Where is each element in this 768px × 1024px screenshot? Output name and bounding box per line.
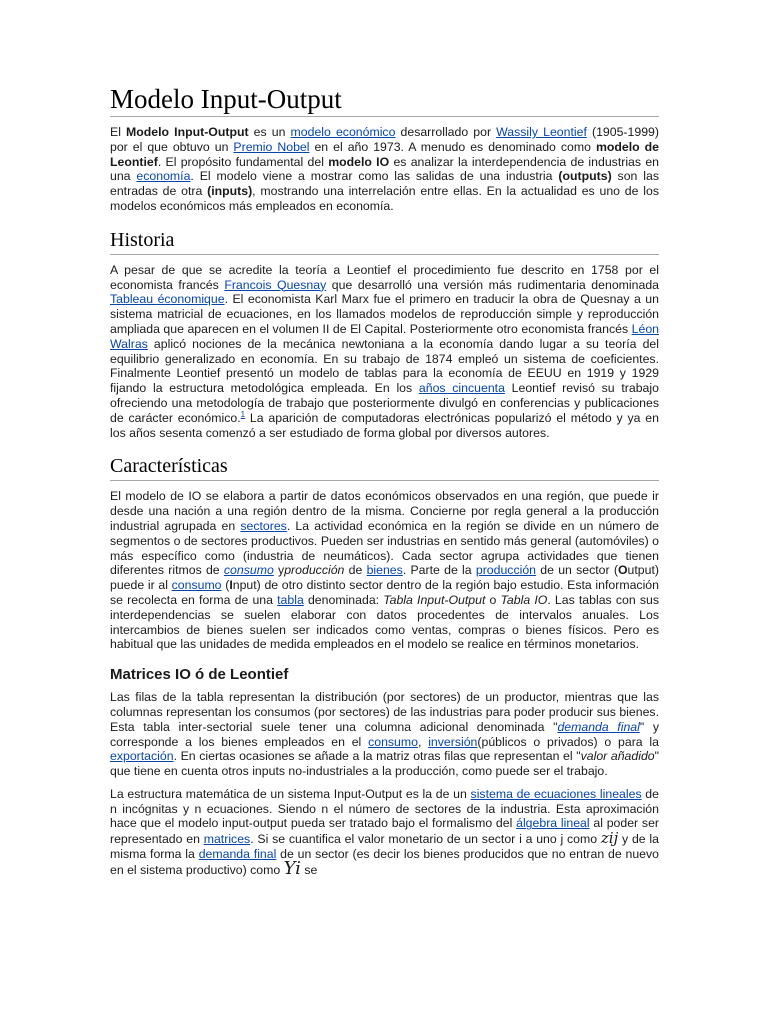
text: . La actividad económica en la región se divide en un número de segmentos o de sectores productivos. Pueden ser industrias en sentido más general (automóviles) o más específico como (industria de neumáticos). Cada sector agrupa actividades que tienen diferentes ritmos de: [110, 518, 660, 578]
section-heading-historia: Historia: [110, 228, 659, 255]
bold-term: (outputs): [558, 169, 612, 184]
text: . Parte de la: [402, 563, 476, 578]
link-premio-nobel[interactable]: Premio Nobel: [233, 139, 310, 154]
text: al poder ser representado en: [110, 816, 659, 847]
italic-term: producción: [284, 563, 345, 578]
link-demanda-final-2[interactable]: demanda final: [198, 847, 277, 862]
text: . En ciertas ocasiones se añade a la matriz otras filas que representan el ": [173, 749, 581, 764]
link-anos-cincuenta[interactable]: años cincuenta: [418, 381, 505, 396]
text: es analizar la interdependencia de industrias en una: [110, 154, 659, 184]
text: desarrollado por: [395, 125, 497, 139]
text: Las filas de la tabla representan la distribución (por sectores) de un productor, mientras que las columnas representan los consumos (por sectores) de las industrias para poder producir sus bienes. Esta tabla inter-sectorial suele tener una columna adicional denominada ": [110, 690, 659, 734]
link-economia[interactable]: economía: [136, 169, 191, 184]
text: nput) de otro distinto sector dentro de la región bajo estudio. Esta información se recolecta en forma de una: [110, 578, 659, 607]
text: (1905-1999) por el que obtuvo un: [110, 125, 659, 154]
caracteristicas-paragraph: [110, 489, 659, 652]
matrices-paragraph-1: [110, 690, 659, 779]
link-inversion[interactable]: inversión: [428, 734, 478, 749]
text: son las entradas de otra: [110, 169, 659, 199]
link-bienes[interactable]: bienes: [366, 563, 403, 578]
math-zij: zij: [600, 829, 619, 848]
text: . El propósito fundamental del: [157, 154, 329, 169]
subsection-heading-matrices: Matrices IO ó de Leontief: [110, 666, 289, 684]
text: o: [485, 592, 501, 607]
text: . Si se cuantifica el valor monetario de un sector i a uno j como: [250, 832, 601, 847]
link-sistema-ecuaciones-lineales[interactable]: sistema de ecuaciones lineales: [470, 786, 642, 801]
text: es un: [248, 125, 291, 139]
text: ,: [417, 734, 429, 749]
text: (públicos o privados) o para la: [477, 734, 659, 749]
text: aplicó nociones de la mecánica newtoniana a la economía dando lugar a su teoría del equilibrio generalizado en economía. En su trabajo de 1874 empleó un sistema de coeficientes. Finalmente Leontief presentó un modelo de tablas para la economía de EEUU en 1919 y 1929 fijando la estructura metodológica empleada. En los: [110, 336, 659, 396]
bold-term: (inputs): [207, 184, 253, 199]
text: denominada:: [303, 592, 384, 607]
link-consumo-2[interactable]: consumo: [171, 578, 222, 593]
link-matrices[interactable]: matrices: [203, 832, 251, 847]
text: A pesar de que se acredite la teoría a Leontief el procedimiento fue descrito en 1758 por el economista francés: [110, 262, 659, 292]
section-heading-caracteristicas: Características: [110, 454, 659, 481]
bold-letter: O: [617, 563, 628, 578]
link-exportacion[interactable]: exportación: [110, 749, 174, 764]
bold-term: modelo de Leontief: [110, 139, 659, 169]
text: . Las tablas con sus interdependencias se suelen elaborar con datos procedentes de intervalos anuales. Los intercambios de bienes suelen ser indicados como ventas, compras o bienes físicos. Pero es habitual que las unidades de medida empleados en el modelo se realice en términos monetarios.: [110, 592, 659, 652]
link-consumo[interactable]: consumo: [223, 563, 274, 578]
reference-link[interactable]: 1: [240, 409, 246, 419]
link-modelo-economico[interactable]: modelo económico: [290, 125, 396, 139]
text: de: [344, 563, 367, 578]
link-tableau-economique[interactable]: Tableau économique: [110, 292, 225, 307]
link-leon-walras[interactable]: Léon Walras: [110, 321, 659, 351]
link-produccion[interactable]: producción: [475, 563, 537, 578]
text: de n incógnitas y n ecuaciones. Siendo n el número de sectores de la industria. Esta aproximación hace que el modelo input-output pueda ser tratado bajo el formalismo del: [110, 786, 659, 831]
text: La estructura matemática de un sistema Input-Output es la de un: [110, 786, 471, 801]
text: . El economista Karl Marx fue el primero en traducir la obra de Quesnay a un sistema matricial de ecuaciones, en los llamados modelos de reproducción simple y reproducción ampliada que aparecen en el volumen II de El Capital. Posteriormente otro economista francés: [110, 292, 659, 336]
text: El: [110, 125, 127, 139]
text: se: [300, 862, 318, 877]
text: y: [273, 563, 285, 578]
article: [110, 84, 659, 886]
text: " y corresponde a los bienes empleados en el: [110, 719, 659, 749]
link-algebra-lineal[interactable]: álgebra lineal: [516, 816, 590, 831]
matrices-paragraph-2: [110, 787, 659, 878]
link-wassily-leontief[interactable]: Wassily Leontief: [496, 125, 587, 139]
link-tabla[interactable]: tabla: [277, 592, 304, 607]
text: y de la misma forma la: [110, 832, 660, 862]
text: El modelo de IO se elabora a partir de datos económicos observados en una región, que puede ir desde una nación a una región dentro de la misma. Concierne por regla general a la producción industrial agrupada en: [110, 489, 659, 533]
text: Leontief revisó su trabajo ofreciendo una metodología de trabajo que posteriormente divulgó en conferencias y publicaciones de carácter económico.: [110, 381, 659, 425]
bold-letter: I: [229, 578, 233, 593]
bold-term: modelo IO: [328, 154, 390, 169]
link-consumo-3[interactable]: consumo: [368, 734, 418, 749]
italic-term: valor añadido: [580, 749, 655, 764]
text: de un sector (: [536, 563, 618, 578]
intro-paragraph: [110, 125, 659, 214]
text: en el año 1973. A menudo es denominado como: [309, 139, 596, 154]
text: . El modelo viene a mostrar como las salidas de una industria: [190, 169, 559, 184]
bold-term: Modelo Input-Output: [126, 125, 249, 139]
text: (: [221, 578, 230, 593]
math-yi: Yi: [283, 857, 301, 879]
text: , mostrando una interrelación entre ellas. En la actualidad es uno de los modelos económicos más empleados en economía.: [110, 184, 659, 213]
text: que desarrolló una versión más rudimentaria denominada: [326, 277, 659, 292]
link-demanda-final[interactable]: demanda final: [557, 719, 640, 734]
text: La aparición de computadoras electrónicas popularizó el método y ya en los años sesenta comenzó a ser estudiado de forma global por diversos autores.: [110, 410, 659, 440]
historia-paragraph: [110, 263, 659, 441]
link-francois-quesnay[interactable]: Francois Quesnay: [224, 277, 327, 292]
page-title: Modelo Input-Output: [110, 84, 659, 117]
text: de un sector (es decir los bienes producidos que no entran de nuevo en el sistema productivo) como: [110, 847, 659, 877]
italic-term: Tabla IO: [500, 592, 548, 607]
link-sectores[interactable]: sectores: [240, 518, 287, 533]
italic-term: Tabla Input-Output: [383, 592, 486, 607]
text: utput) puede ir al: [110, 563, 659, 593]
text: " que tiene en cuenta otros inputs no-industriales a la producción, como puede ser el trabajo.: [110, 749, 660, 779]
